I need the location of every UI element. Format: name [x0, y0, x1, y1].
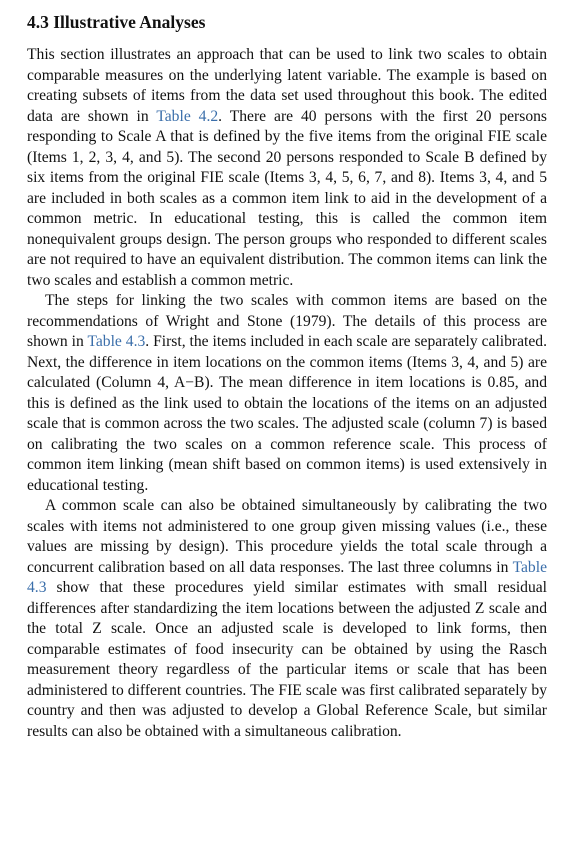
table-4-2-link[interactable]: Table 4.2 — [156, 107, 219, 125]
section-title: 4.3 Illustrative Analyses — [27, 12, 206, 32]
paragraph-3-text-a: A common scale can also be obtained simultaneously by calibrating the two scales with items not administered to one group given missing values (i.e., these values are missing by design). This procedure yields the total scale through a concurrent calibration based on all data responses. The last three columns in — [27, 497, 547, 576]
paragraph-3 — [27, 496, 547, 742]
table-4-3-link-second[interactable]: Table 4.3 — [27, 558, 547, 596]
paragraph-1-text-b: . There are 40 persons with the first 20 persons responding to Scale A that is defined by the five items from the original FIE scale (Items 1, 2, 3, 4, and 5). The second 20 persons responded to Scale B defined by six items from the original FIE scale (Items 3, 4, 5, 6, 7, and 8). Items 3, 4, and 5 are included in both scales as a common item link to aid in the development of a common metric. In educational testing, this is called the common item nonequivalent groups design. The person groups who responded to different scales are not required to have an equivalent distribution. The common items can link the two scales and establish a common metric. — [27, 107, 547, 289]
table-4-3-link[interactable]: Table 4.3 — [87, 333, 146, 350]
paragraph-2 — [27, 291, 547, 496]
paragraph-3-text-b: show that these procedures yield similar estimates with small residual differences after standardizing the item locations between the adjusted Z scale and the total Z scale. Once an adjusted scale is developed to link forms, then comparable estimates of food insecurity can be obtained by using the Rasch measurement theory regardless of the particular items or scale that has been administered to different countries. The FIE scale was first calibrated separately by country and then was adjusted to develop a Global Reference Scale, but similar results can also be obtained with a simultaneous calibration. — [27, 579, 547, 740]
paragraph-2-text-a: The steps for linking the two scales with common items are based on the recommendations of Wright and Stone (1979). The details of this process are shown in — [27, 292, 547, 350]
paragraph-1-text-a: This section illustrates an approach that can be used to link two scales to obtain comparable measures on the underlying latent variable. The example is based on creating subsets of items from the data set used throughout this book. The edited data are shown in — [27, 46, 547, 125]
paragraph-2-text-b: . First, the items included in each scale are separately calibrated. Next, the difference in item locations on the common items (Items 3, 4, and 5) are calculated (Column 4, A−B). The mean difference in item locations is 0.85, and this is defined as the link used to obtain the locations of the items on an adjusted scale that is common across the two scales. The adjusted scale (column 7) is based on calibrating the two scales on a common reference scale. This process of common item linking (mean shift based on common items) is used extensively in educational testing. — [27, 333, 547, 494]
page-content — [27, 10, 547, 742]
paragraph-1 — [27, 45, 547, 291]
